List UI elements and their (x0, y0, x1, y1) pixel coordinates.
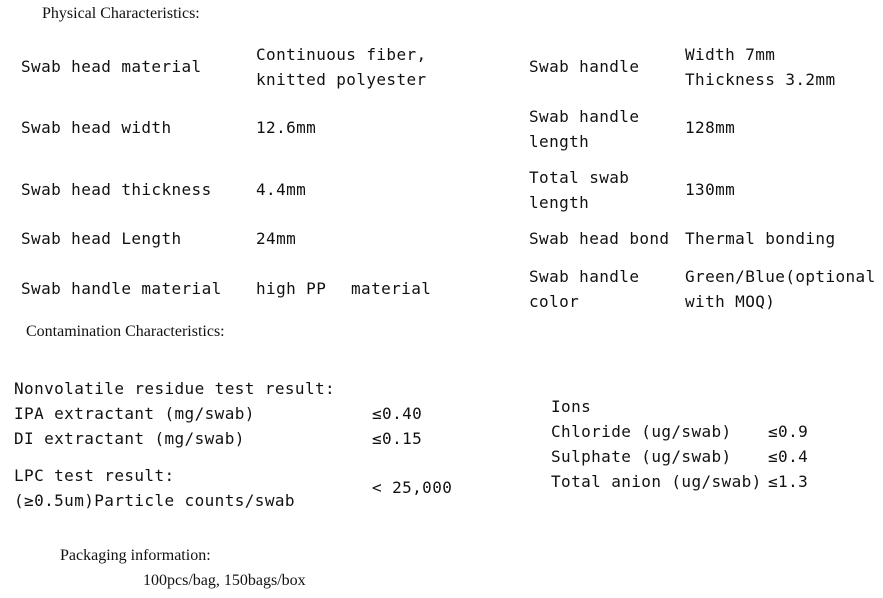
di-label: DI extractant (mg/swab) (14, 429, 245, 448)
physical-heading: Physical Characteristics: (42, 5, 200, 22)
spec-value: Thermal bonding (685, 229, 836, 248)
sulphate-label: Sulphate (ug/swab) (551, 447, 732, 466)
spec-value: 24mm (256, 229, 297, 248)
nvr-title: Nonvolatile residue test result: (14, 379, 336, 398)
chloride-label: Chloride (ug/swab) (551, 422, 732, 441)
spec-value: high PP (256, 279, 327, 298)
spec-value: 128mm (685, 118, 736, 137)
spec-label: Swab head thickness (21, 180, 212, 199)
spec-label: Swab head bond (529, 229, 670, 248)
spec-value: Width 7mm Thickness 3.2mm (685, 45, 836, 89)
spec-label: Swab handle length (529, 107, 640, 151)
spec-label: Swab head width (21, 118, 172, 137)
packaging-value: 100pcs/bag, 150bags/box (143, 572, 306, 589)
anion-value: ≤1.3 (768, 472, 809, 491)
spec-label: Swab head Length (21, 229, 182, 248)
spec-label: Swab handle material (21, 279, 222, 298)
spec-value: Green/Blue(optional with MOQ) (685, 267, 876, 311)
ions-title: Ions (551, 397, 592, 416)
contamination-heading: Contamination Characteristics: (26, 323, 225, 340)
spec-value: 12.6mm (256, 118, 317, 137)
lpc-title: LPC test result: (14, 466, 175, 485)
packaging-heading: Packaging information: (60, 547, 211, 564)
spec-value: Continuous fiber, knitted polyester (256, 45, 427, 89)
anion-label: Total anion (ug/swab) (551, 472, 762, 491)
lpc-label: (≥0.5um)Particle counts/swab (14, 491, 295, 510)
spec-value: 130mm (685, 180, 736, 199)
chloride-value: ≤0.9 (768, 422, 809, 441)
lpc-value: < 25,000 (372, 478, 453, 497)
di-value: ≤0.15 (372, 429, 423, 448)
spec-label: Swab handle color (529, 267, 640, 311)
ipa-value: ≤0.40 (372, 404, 423, 423)
spec-value: material (351, 279, 432, 298)
sulphate-value: ≤0.4 (768, 447, 809, 466)
spec-value: 4.4mm (256, 180, 307, 199)
spec-label: Total swab length (529, 168, 630, 212)
ipa-label: IPA extractant (mg/swab) (14, 404, 255, 423)
spec-label: Swab head material (21, 57, 202, 76)
spec-label: Swab handle (529, 57, 640, 76)
